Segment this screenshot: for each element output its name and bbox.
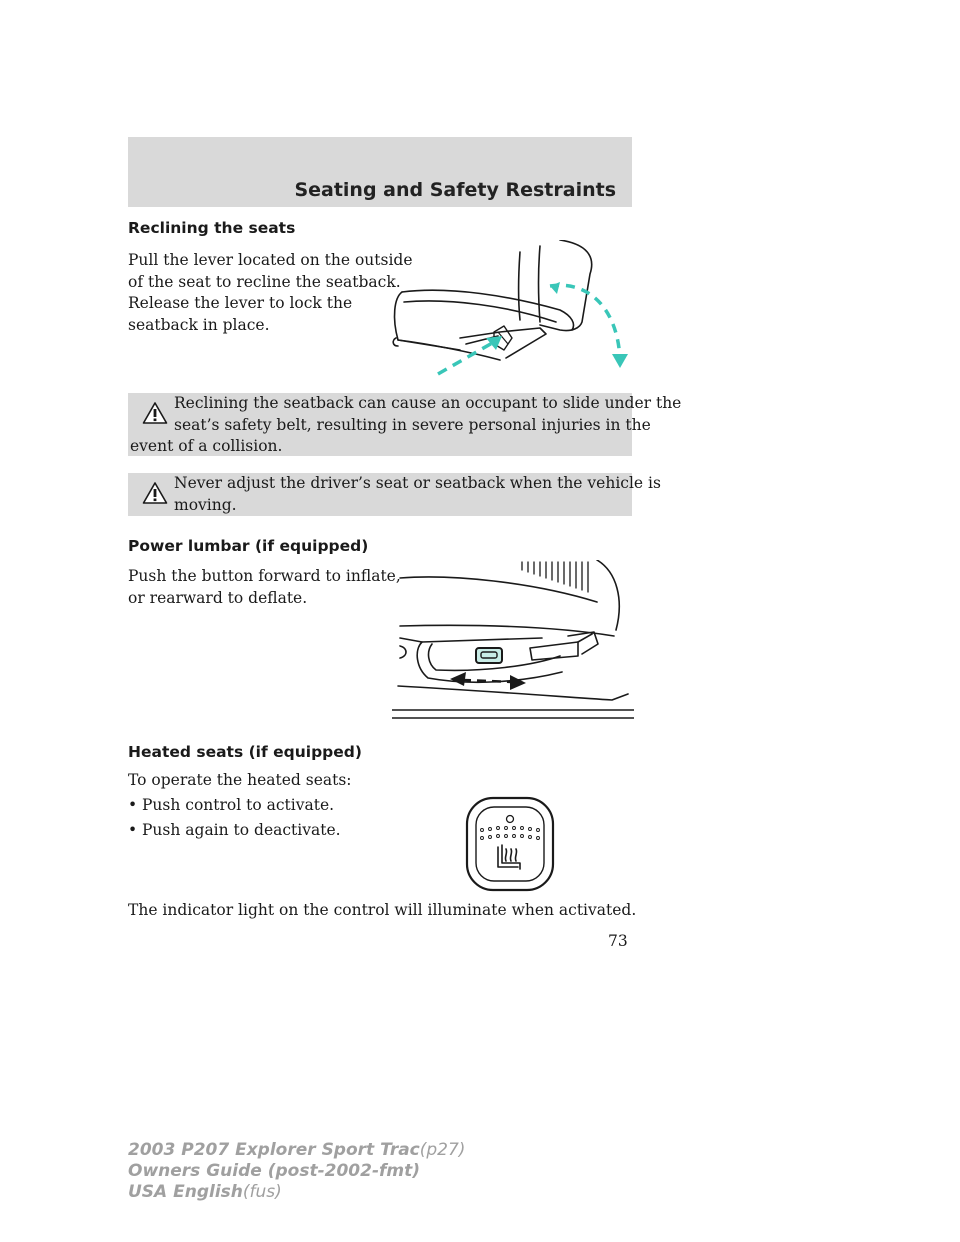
lumbar-paragraph (128, 566, 401, 609)
reclining-line: of the seat to recline the seatback. (128, 272, 401, 291)
warning-line: Reclining the seatback can cause an occupant to slide under the (174, 394, 682, 412)
bullet-text: Push again to deactivate. (142, 821, 341, 839)
bullet-dot: • (128, 821, 138, 839)
footer-guide: Owners Guide (post-2002-fmt) (128, 1161, 421, 1181)
section-title: Seating and Safety Restraints (294, 179, 616, 201)
footer-line-3 (128, 1182, 465, 1203)
reclining-line: Pull the lever located on the outside (128, 251, 413, 269)
heated-intro: To operate the heated seats: (128, 771, 352, 789)
power-lumbar-illustration (392, 560, 634, 725)
warning-text (128, 473, 661, 516)
reclining-line: seatback in place. (128, 315, 270, 334)
footer-line-1 (128, 1140, 465, 1161)
heated-note: The indicator light on the control will illuminate when activated. (128, 901, 637, 919)
heated-bullet (128, 796, 334, 814)
footer-line-2 (128, 1161, 465, 1182)
warning-line: event of a collision. (130, 437, 283, 455)
warning-box-recline (128, 393, 682, 456)
warning-text (128, 393, 681, 458)
footer-lang-code: (fus) (242, 1182, 282, 1202)
warning-line: seat’s safety belt, resulting in severe personal injuries in the (174, 415, 651, 434)
footer-code: (p27) (419, 1140, 466, 1160)
heated-bullet (128, 821, 341, 839)
lumbar-line: Push the button forward to inflate, (128, 567, 401, 585)
lumbar-heading: Power lumbar (if equipped) (128, 537, 369, 555)
footer-language: USA English (128, 1182, 243, 1202)
footer-model: 2003 P207 Explorer Sport Trac (128, 1140, 420, 1160)
warning-line: Never adjust the driver’s seat or seatback when the vehicle is (174, 474, 661, 492)
warning-line: moving. (174, 495, 237, 514)
warning-box-moving (128, 473, 661, 516)
heated-heading: Heated seats (if equipped) (128, 743, 362, 761)
header-band (128, 137, 632, 207)
reclining-paragraph (128, 250, 413, 336)
seat-recline-illustration (390, 240, 635, 380)
reclining-heading: Reclining the seats (128, 219, 296, 237)
bullet-dot: • (128, 796, 138, 814)
page-number: 73 (608, 932, 628, 950)
reclining-line: Release the lever to lock the (128, 294, 353, 312)
lumbar-line: or rearward to deflate. (128, 588, 308, 607)
footer-block (128, 1140, 465, 1203)
heated-seat-switch-illustration (464, 795, 556, 893)
bullet-text: Push control to activate. (142, 796, 335, 814)
